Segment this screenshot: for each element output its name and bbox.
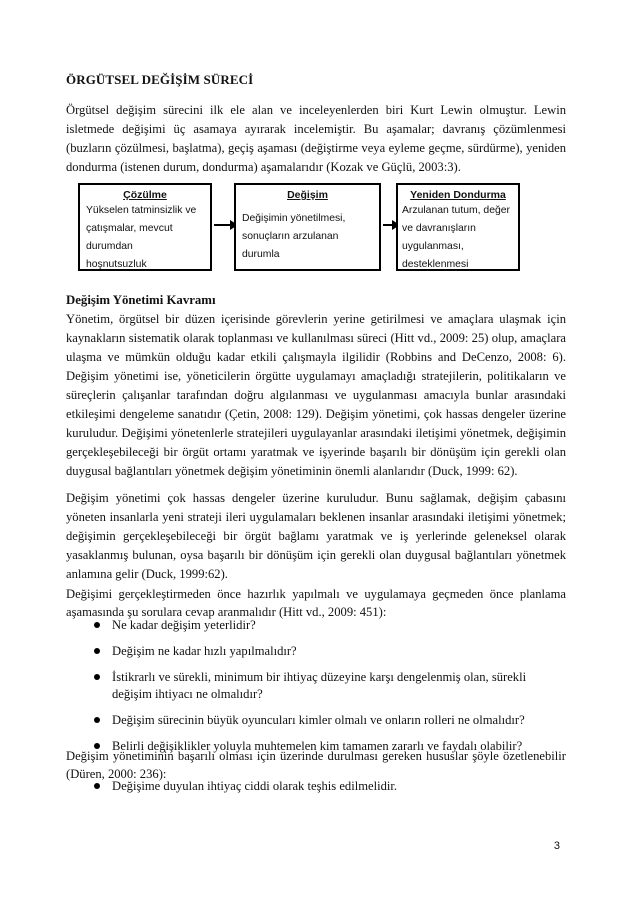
- diagram-box-line: sonuçların arzulanan: [242, 231, 339, 242]
- section-heading: ÖRGÜTSEL DEĞİŞİM SÜRECİ: [66, 72, 254, 87]
- diagram-box-title: Yeniden Dondurma: [410, 189, 506, 201]
- bullet-icon: [94, 674, 100, 680]
- list-item-text: Değişime duyulan ihtiyaç ciddi olarak teşhis edilmelidir.: [112, 779, 398, 793]
- diagram-box-yeniden-dondurma: [396, 183, 520, 271]
- paragraph-hassas-dengeler: Değişim yönetimi çok hassas dengeler üzerine kuruludur. Bunu sağlamak, değişim çabasını yöneten insanlarla yeni strateji ileri uygulamaları beklenen insanlar arasındaki iletişimi yönetmek; değişimin gerçekleşebileceği bir örgüt bağlamı yaratmak ve iş yerlerinde geleneksel olarak yasaklanmış bulunan, oysa başarılı bir dönüşüm için gerekli olan duygusal bağlantıları yönetmek anlamına gelir (Duck, 1999:62).: [66, 491, 566, 581]
- list-item: [66, 643, 566, 660]
- diagram-box-line: desteklenmesi: [402, 259, 469, 270]
- paragraph-degisim-yonetimi: Yönetim, örgütsel bir düzen içerisinde görevlerin yerine getirilmesi ve amaçlara ulaşmak için kaynakların sistematik olarak toplanması ve kullanılması süreci (Hitt vd., 2009: 25) olup, amaçlara ulaşma ve mümkün olduğu kadar etkili çalışmayla ilgilidir (Robbins and DeCenzo, 2008: 6). Değişim yönetimi ise, yöneticilerin örgütte uygulamayı amaçladığı stratejilerin, politikaların ve süreçlerin çalışanlar tarafından doğru algılanması ve uygulanması amacıyla bunlar arasındaki etkileşimi dengeleme sanatıdır (Çetin, 2008: 129). Değişim yönetimi, çok hassas dengeler üzerine kuruludur. Değişimi yönetenlerle stratejileri uygulayanlar arasındaki iletişimi yönetmek, değişimin gerçekleşebileceği bir örgüt ortamı yaratmak ve işyerinde başarılı bir dönüşüm için gerekli olan duygusal bağlantıları yönetmek değişim yönetiminin önemli alanlarıdır (Duck, 1999: 62).: [66, 312, 566, 478]
- diagram-box-line: hoşnutsuzluk: [86, 259, 147, 270]
- diagram-box-text: [80, 202, 210, 274]
- paragraph-hazirlik: Değişimi gerçekleştirmeden önce hazırlık yapılmalı ve uygulamaya geçmeden önce planlama aşamasında şu sorulara cevap aranmalıdır (Hitt vd., 2009: 451):: [66, 587, 566, 619]
- bullet-icon: [94, 648, 100, 654]
- bullet-icon: [94, 783, 100, 789]
- list-item: [66, 669, 566, 703]
- list-item-text: Değişim sürecinin büyük oyuncuları kimler olmalı ve onların rolleri ne olmalıdır?: [112, 713, 525, 727]
- diagram-box-line: Değişimin yönetilmesi,: [242, 213, 346, 224]
- list-item-text: Belirli değişiklikler yoluyla muhtemelen kim tamamen zararlı ve faydalı olabilir?: [112, 739, 523, 753]
- requirements-list: [66, 778, 566, 804]
- list-item-text: Ne kadar değişim yeterlidir?: [112, 618, 256, 632]
- diagram-box-text: [398, 202, 518, 274]
- diagram-box-line: ve davranışların: [402, 223, 476, 234]
- diagram-box-degisim: [234, 183, 381, 271]
- diagram-box-line: Arzulanan tutum, değer: [402, 205, 511, 216]
- diagram-box-line: uygulanması,: [402, 241, 464, 252]
- list-item: [66, 617, 566, 634]
- list-item-text: Değişim ne kadar hızlı yapılmalıdır?: [112, 644, 297, 658]
- diagram-box-line: Yükselen tatminsizlik ve: [86, 205, 197, 216]
- diagram-box-line: durumdan: [86, 241, 133, 252]
- paragraph-basarili-olmasi: Değişim yönetiminin başarılı olması için üzerinde durulması gereken hususlar şöyle özetlenebilir (Düren, 2000: 236):: [66, 749, 566, 781]
- bullet-icon: [94, 622, 100, 628]
- diagram-box-title: Çözülme: [123, 189, 167, 201]
- list-item-text: İstikrarlı ve sürekli, minimum bir ihtiyaç düzeyine karşı dengelenmiş olan, sürekli değişim ihtiyacı ne olmalıdır?: [112, 670, 527, 701]
- page-number: 3: [553, 840, 560, 852]
- diagram-box-line: durumla: [242, 249, 280, 260]
- diagram-box-title: Değişim: [287, 189, 328, 201]
- diagram-box-cozulme: [78, 183, 212, 271]
- diagram-box-text: [236, 210, 379, 264]
- intro-paragraph: Örgütsel değişim sürecini ilk ele alan ve inceleyenlerden biri Kurt Lewin olmuştur. Lewin isletmede değişimi üç asamaya ayırarak incelemiştir. Bu aşamalar; davranış çözümlenmesi (buzların çözülmesi, başlatma), geçiş aşaması (değiştirme veya eyleme geçme, sürdürme), yeniden dondurma (istenen durum, dondurma) aşamalarıdır (Kozak ve Güçlü, 2003:3).: [66, 103, 566, 174]
- diagram-box-line: çatışmalar, mevcut: [86, 223, 173, 234]
- list-item: [66, 778, 566, 795]
- list-item: [66, 712, 566, 729]
- diagram-arrow: [214, 224, 231, 226]
- question-list: [66, 617, 566, 764]
- diagram-arrow: [383, 224, 393, 226]
- subsection-title: Değişim Yönetimi Kavramı: [66, 293, 216, 307]
- bullet-icon: [94, 717, 100, 723]
